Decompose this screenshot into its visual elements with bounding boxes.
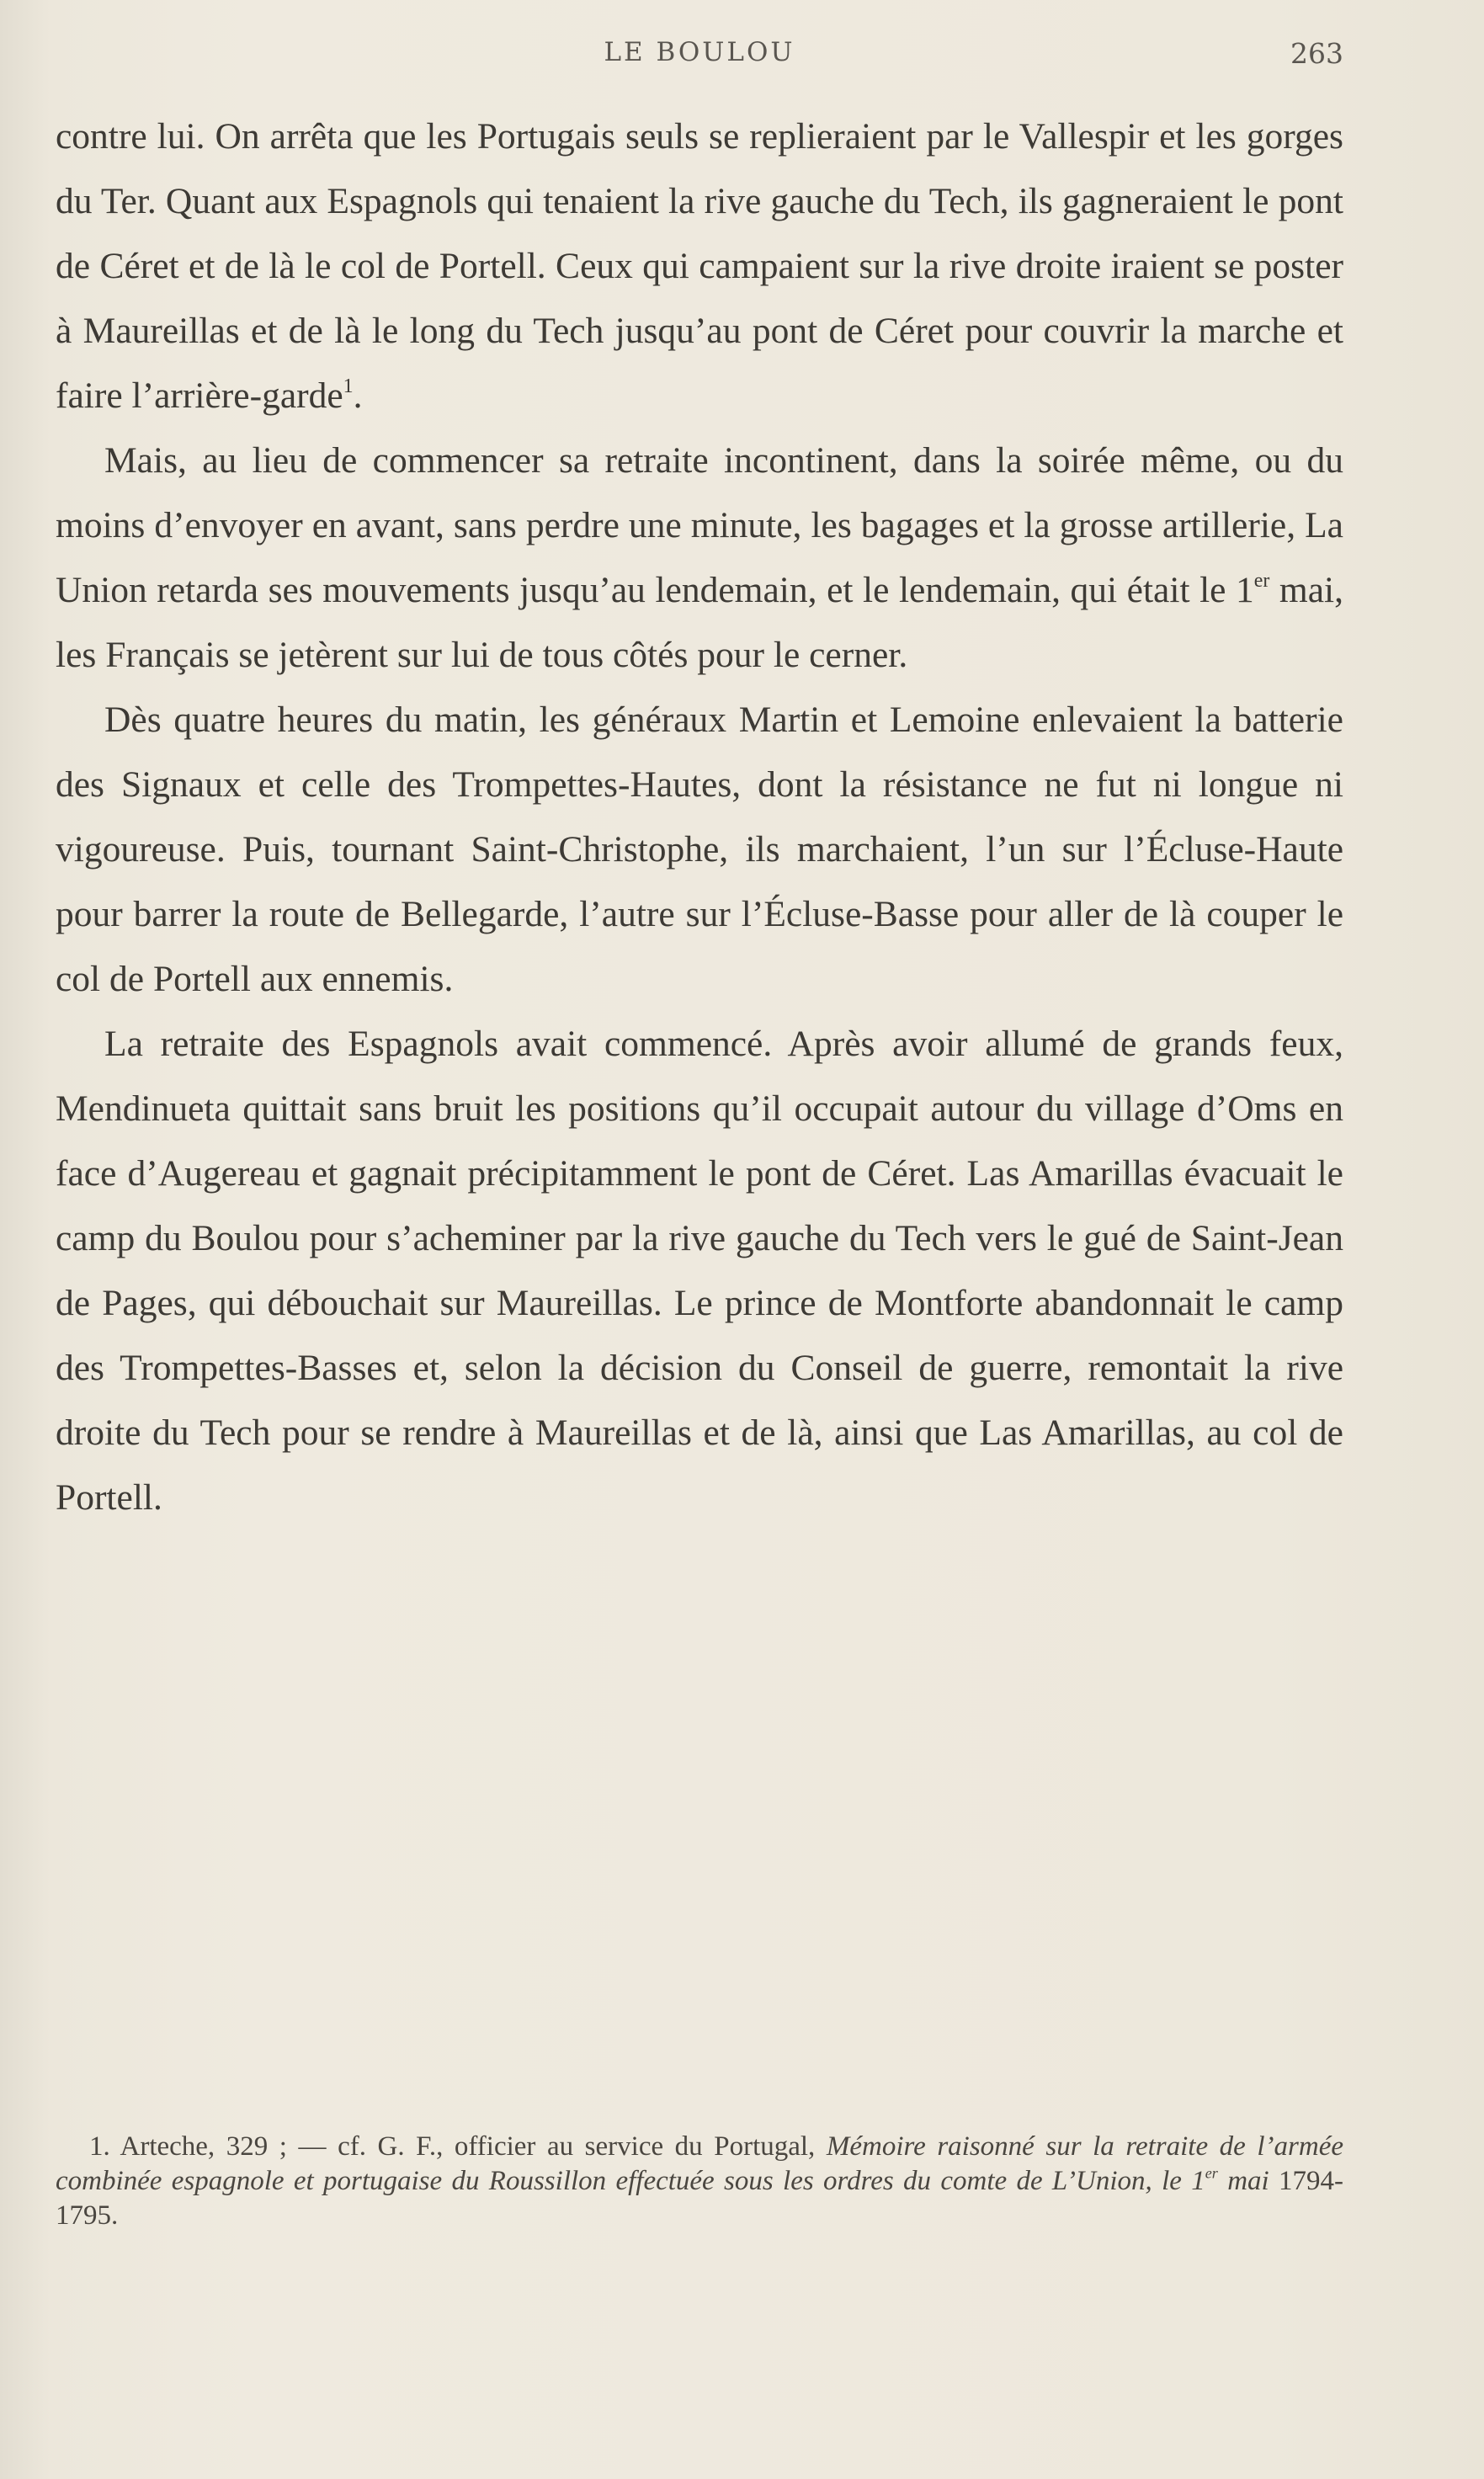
ordinal-superscript: er <box>1253 570 1270 593</box>
paragraph-1 <box>56 104 1343 428</box>
footnote-reference: 1 <box>343 375 354 398</box>
cited-title-text: Mémoire raisonné sur la retraite de l’armée combinée espagnole et portugaise du Roussillon effectuée sous les ordres du comte de L’Union, le 1 <box>56 2131 1343 2196</box>
paragraph-1-end: . <box>353 375 363 416</box>
running-head <box>56 37 1343 79</box>
cited-title-superscript: er <box>1205 2164 1218 2182</box>
footnote-number: 1. <box>89 2131 110 2162</box>
footnote-text: Arteche, 329 ; — cf. G. F., officier au service du Portugal, <box>120 2131 816 2162</box>
page-number: 263 <box>1290 37 1343 70</box>
paragraph-3: Dès quatre heures du matin, les généraux Martin et Lemoine enlevaient la batterie des Signaux et celle des Trompettes-Hautes, dont la résistance ne fut ni longue ni vigoureuse. Puis, tournant Saint-Christophe, ils marchaient, l’un sur l’Écluse-Haute pour barrer la route de Bellegarde, l’autre sur l’Écluse-Basse pour aller de là couper le col de Portell aux ennemis. <box>56 700 1343 999</box>
footnotes <box>56 2130 1343 2233</box>
paragraph-1-text: contre lui. On arrêta que les Portugais seuls se replieraient par le Vallespir et les gorges du Ter. Quant aux Espagnols qui tenaient la rive gauche du Tech, ils gagneraient le pont de Céret et de là le col de Portell. Ceux qui campaient sur la rive droite iraient se poster à Maureillas et de là le long du Tech jusqu’au pont de Céret pour couvrir la marche et faire l’arrière-garde <box>56 116 1343 416</box>
paragraph-2-text: Mais, au lieu de commencer sa retraite incontinent, dans la soirée même, ou du moins d’envoyer en avant, sans perdre une minute, les bagages et la grosse artillerie, La Union retarda ses mouvements jusqu’au lendemain, et le lendemain, qui était le 1 <box>56 440 1343 610</box>
running-head-title: LE BOULOU <box>604 37 795 67</box>
paragraph-4: La retraite des Espagnols avait commencé. Après avoir allumé de grands feux, Mendinueta quittait sans bruit les positions qu’il occupait autour du village d’Oms en face d’Augereau et gagnait précipitamment le pont de Céret. Las Amarillas évacuait le camp du Boulou pour s’acheminer par la rive gauche du Tech vers le gué de Saint-Jean de Pages, qui débouchait sur Maureillas. Le prince de Montforte abandonnait le camp des Trompettes-Basses et, selon la décision du Conseil de guerre, remontait la rive droite du Tech pour se rendre à Maureillas et de là, ainsi que Las Amarillas, au col de Portell. <box>56 1024 1343 1518</box>
footnote-1 <box>56 2130 1343 2233</box>
footnote-years: 1794-1795. <box>56 2166 1344 2231</box>
body-text <box>56 104 1343 1530</box>
paragraph-2-end: mai, les Français se jetèrent sur lui de tous côtés pour le cerner. <box>56 570 1343 675</box>
paragraph-2 <box>56 428 1343 688</box>
cited-title-end: mai <box>1217 2166 1269 2196</box>
